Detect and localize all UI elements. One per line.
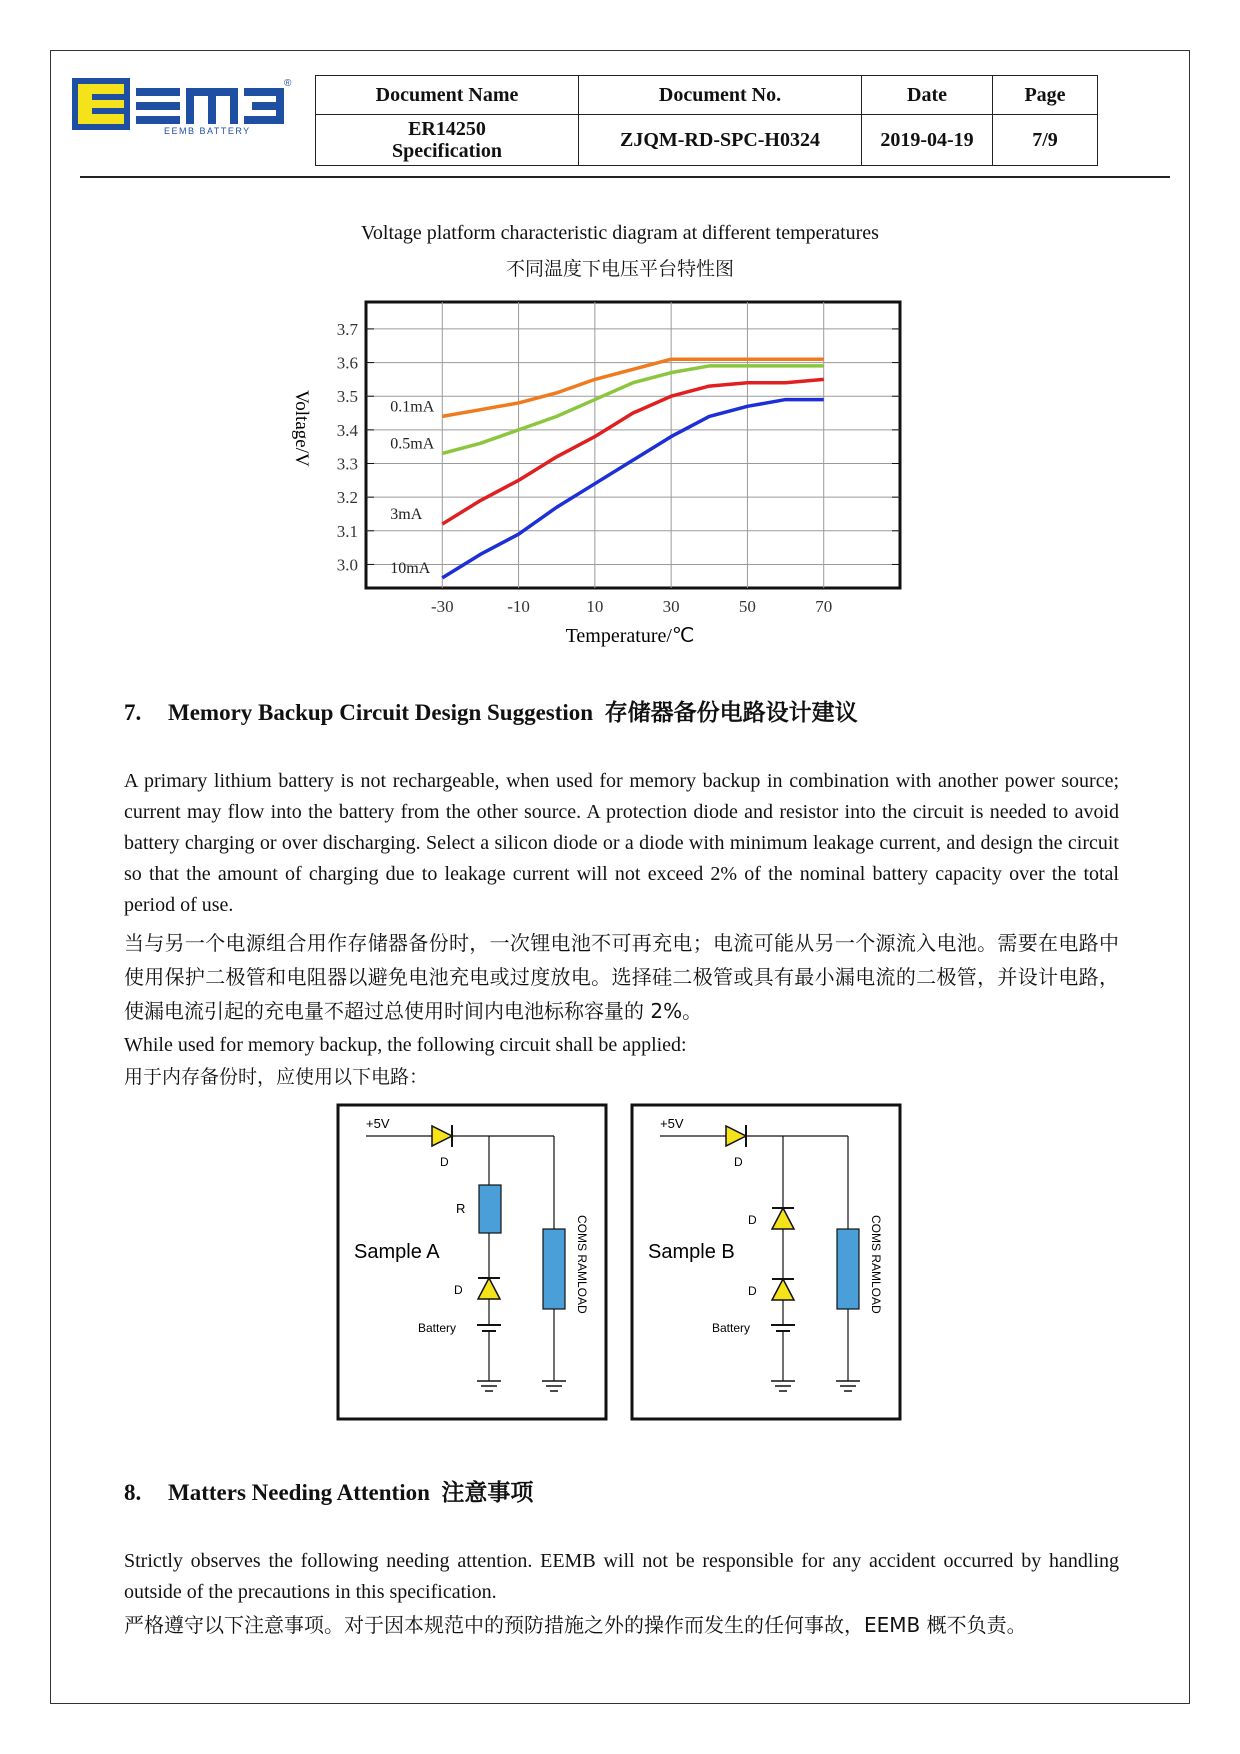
header-doc-name-value [316,115,579,166]
sample-b-supply-label: +5V [660,1116,684,1131]
sample-a-diode-1-label: D [440,1155,449,1169]
eemb-logo [72,76,292,138]
section-7-title-zh: 存储器备份电路设计建议 [604,700,858,726]
header-doc-no-value: ZJQM-RD-SPC-H0324 [579,115,862,166]
sample-b-diode-2-label: D [748,1213,757,1227]
chart-x-tick-label: 10 [586,597,604,616]
doc-name-line2: Specification [392,140,502,162]
circuit-sample-a [336,1103,608,1421]
logo-subtitle: EEMB BATTERY [164,126,251,136]
section-7-title: Memory Backup Circuit Design Suggestion [168,700,594,725]
chart-y-tick-label: 3.3 [336,454,358,474]
chart-series-label: 3mA [390,506,423,524]
sample-b-load-label: COMS RAMLOAD [869,1215,883,1314]
chart-y-tick-label: 3.4 [336,420,358,440]
sample-a-load-icon [543,1229,565,1309]
logo-reg-mark: ® [284,78,292,89]
header-page-value: 7/9 [993,115,1098,166]
document-header-table [315,75,1098,166]
section-7-paragraph-en: A primary lithium battery is not rechargeable, when used for memory backup in combination with another power source; current may flow into the battery from the other source. A protection diode and resistor into the circuit is needed to avoid battery charging or over discharging. Select a silicon diode or a diode with minimum leakage current, and design the circuit so that the amount of charging due to leakage current will not exceed 2% of the nominal battery capacity over the total period of use. [124,770,1119,916]
sample-a-resistor-label: R [456,1201,466,1216]
header-page-label: Page [993,76,1098,115]
sample-a-load-label: COMS RAMLOAD [575,1215,589,1314]
doc-name-line1: ER14250 [408,118,486,140]
chart-x-tick-label: -10 [507,597,530,616]
chart-x-tick-label: 50 [738,597,756,616]
sample-b-diode-1-label: D [734,1155,743,1169]
chart-y-ticks [337,320,359,575]
chart-title: Voltage platform characteristic diagram at different temperatures [361,222,879,244]
sample-b-battery-label: Battery [712,1321,751,1335]
section-8-paragraph-en: Strictly observes the following needing attention. EEMB will not be responsible for any accident occurred by handling outside of the precautions in this specification. [124,1550,1119,1603]
header-doc-no-label: Document No. [579,76,862,115]
sample-a-battery-label: Battery [418,1321,457,1335]
chart-subtitle: 不同温度下电压平台特性图 [505,258,734,280]
header-date-value: 2019-04-19 [862,115,993,166]
section-7-circuit-intro-zh: 用于内存备份时，应使用以下电路： [124,1066,429,1088]
chart-x-tick-label: 70 [815,597,833,616]
sample-a-title: Sample A [354,1241,440,1263]
section-7-circuit-intro: While used for memory backup, the following circuit shall be applied: [124,1034,687,1056]
section-7-heading [124,694,858,727]
chart-y-tick-label: 3.2 [336,488,358,508]
chart-y-tick-label: 3.7 [336,319,358,339]
chart-y-tick-label: 3.0 [336,555,358,575]
header-date-label: Date [862,76,993,115]
chart-x-axis-label: Temperature/℃ [565,625,695,647]
chart-series-label: 0.1mA [390,398,435,416]
section-7-paragraph-zh: 当与另一个电源组合用作存储器备份时，一次锂电池不可再充电；电流可能从另一个源流入电池。需要在电路中使用保护二极管和电阻器以避免电池充电或过度放电。选择硅二极管或具有最小漏电流的二极管，并设计电路，使漏电流引起的充电量不超过总使用时间内电池标称容量的 2%。 [124,931,1119,1023]
section-8-heading [124,1474,533,1507]
header-rule [80,176,1170,178]
section-7-number: 7. [124,700,142,725]
chart-y-tick-label: 3.1 [336,521,358,541]
voltage-temperature-chart [270,290,910,660]
chart-y-tick-label: 3.6 [336,353,358,373]
sample-a-resistor-icon [479,1185,501,1233]
chart-y-tick-label: 3.5 [336,387,358,407]
chart-series-label: 10mA [390,559,431,577]
chart-x-tick-label: 30 [662,597,680,616]
chart-plot-area [366,302,900,588]
chart-x-ticks [431,597,832,616]
sample-b-title: Sample B [648,1241,735,1263]
sample-a-supply-label: +5V [366,1116,390,1131]
section-8-number: 8. [124,1480,142,1505]
circuit-sample-b [630,1103,902,1421]
chart-x-tick-label: -30 [430,597,454,616]
sample-b-diode-3-label: D [748,1284,757,1298]
chart-y-axis-label: Voltage/V [291,390,312,467]
section-8-title-zh: 注意事项 [441,1480,534,1506]
chart-series-label: 0.5mA [390,435,435,453]
section-8-paragraph-zh: 严格遵守以下注意事项。对于因本规范中的预防措施之外的操作而发生的任何事故，EEMB 概不负责。 [124,1613,1027,1637]
section-8-title: Matters Needing Attention [168,1480,430,1505]
sample-a-diode-2-label: D [454,1283,463,1297]
header-doc-name-label: Document Name [316,76,579,115]
sample-b-load-icon [837,1229,859,1309]
